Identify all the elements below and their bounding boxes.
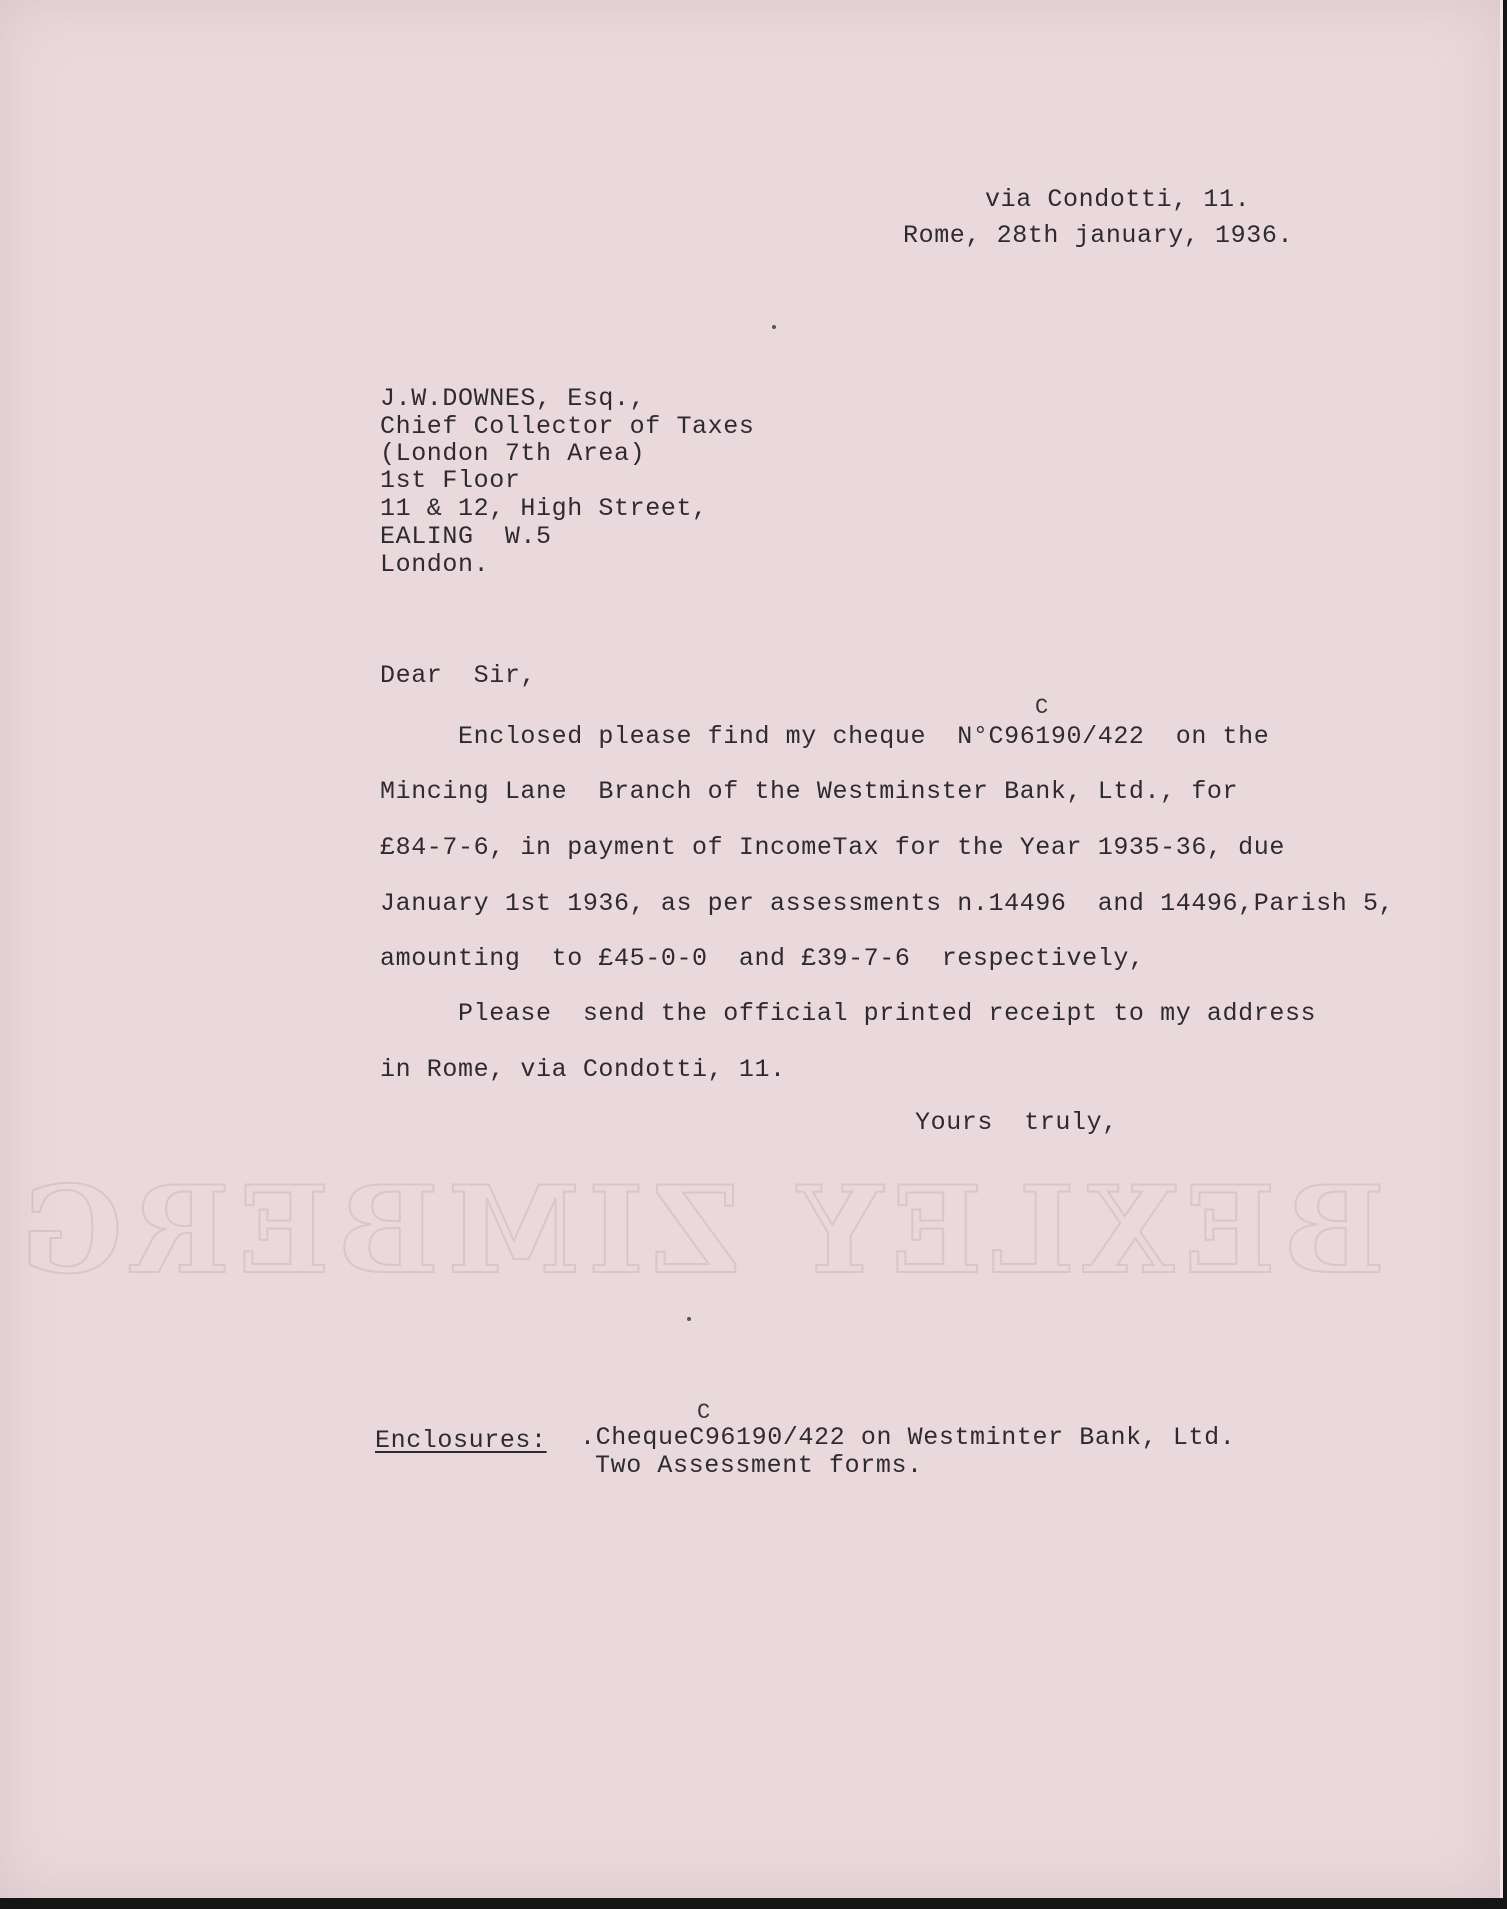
enclosure-line: .ChequeC96190/422 on Westminter Bank, Ltd.: [580, 1423, 1236, 1452]
recipient-line: (London 7th Area): [380, 439, 646, 468]
scan-border: [0, 1898, 1507, 1909]
letter-date: Rome, 28th january, 1936.: [903, 221, 1294, 250]
salutation: Dear Sir,: [380, 661, 537, 690]
body-line: Enclosed please find my cheque N°C96190/422 on the: [380, 722, 1270, 751]
recipient-line: J.W.DOWNES, Esq.,: [380, 384, 646, 413]
recipient-line: London.: [380, 550, 490, 579]
enclosure-superscript: C: [697, 1400, 711, 1425]
recipient-line: Chief Collector of Taxes: [380, 412, 755, 441]
body-line: amounting to £45-0-0 and £39-7-6 respectively,: [380, 944, 1145, 973]
watermark-show-through: BEXLEY ZIMBERG: [12, 1160, 1385, 1301]
body-line: Please send the official printed receipt to my address: [380, 999, 1317, 1028]
sender-street: via Condotti, 11.: [985, 185, 1251, 214]
recipient-line: 11 & 12, High Street,: [380, 494, 708, 523]
body-line: in Rome, via Condotti, 11.: [380, 1055, 786, 1084]
closing: Yours truly,: [915, 1108, 1118, 1137]
body-line: Mincing Lane Branch of the Westminster Bank, Ltd., for: [380, 777, 1239, 806]
body-line: January 1st 1936, as per assessments n.14496 and 14496,Parish 5,: [380, 889, 1395, 918]
recipient-line: 1st Floor: [380, 466, 521, 495]
enclosures-label: Enclosures:: [375, 1426, 547, 1455]
recipient-line: EALING W.5: [380, 522, 552, 551]
enclosure-line: Two Assessment forms.: [595, 1451, 923, 1480]
body-line: £84-7-6, in payment of IncomeTax for the Year 1935-36, due: [380, 833, 1285, 862]
cheque-number-superscript: C: [1035, 695, 1049, 720]
paper-speck: [772, 325, 776, 329]
paper-speck: [687, 1317, 691, 1321]
